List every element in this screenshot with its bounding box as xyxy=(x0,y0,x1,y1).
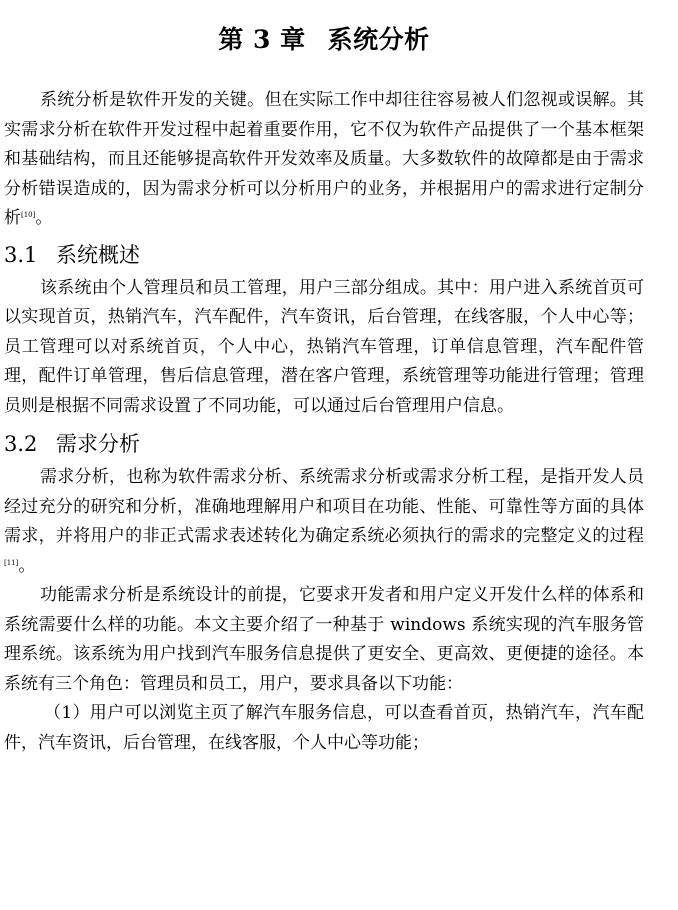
requirements-citation: [11] xyxy=(4,558,19,567)
chapter-number: 第 3 章 xyxy=(218,25,306,54)
requirements-text-1: 需求分析，也称为软件需求分析、系统需求分析或需求分析工程，是指开发人员经过充分的研究和分析，准确地理解用户和项目在功能、性能、可靠性等方面的具体需求，并将用户的非正式需求表述转化为确定系统必须执行的需求的完整定义的过程 xyxy=(4,467,644,546)
document-page xyxy=(4,0,644,758)
requirements-list-item-1 xyxy=(4,699,644,758)
requirements-end-1: 。 xyxy=(18,555,36,576)
chapter-name: 系统分析 xyxy=(327,25,430,54)
requirements-paragraph-2 xyxy=(4,581,644,699)
intro-end: 。 xyxy=(35,208,53,228)
list-item-text: （1）用户可以浏览主页了解汽车服务信息，可以查看首页，热销汽车，汽车配件，汽车资讯，后台管理，在线客服，个人中心等功能； xyxy=(4,703,644,753)
section-title: 系统概述 xyxy=(56,242,140,267)
section-number: 3.2 xyxy=(4,432,38,456)
chapter-title xyxy=(4,22,644,58)
section-heading-3-2 xyxy=(4,429,644,459)
intro-paragraph xyxy=(4,86,644,234)
section-title: 需求分析 xyxy=(56,432,140,456)
overview-paragraph xyxy=(4,274,644,422)
requirements-text-2: 功能需求分析是系统设计的前提，它要求开发者和用户定义开发什么样的体系和系统需要什么样的功能。本文主要介绍了一种基于 windows 系统实现的汽车服务管理系统。该系统为用户找到汽车服务信息提供了更安全、更高效、更便捷的途径。本系统有三个角色：管理员和员工，用户，要求具备以下功能： xyxy=(4,585,644,694)
requirements-paragraph-1 xyxy=(4,463,644,581)
intro-text: 系统分析是软件开发的关键。但在实际工作中却往往容易被人们忽视或误解。其实需求分析在软件开发过程中起着重要作用，它不仅为软件产品提供了一个基本框架和基础结构，而且还能够提高软件开发效率及质量。大多数软件的故障都是由于需求分析错误造成的，因为需求分析可以分析用户的业务，并根据用户的需求进行定制分析 xyxy=(4,90,644,228)
section-number: 3.1 xyxy=(4,242,38,267)
intro-citation: [10] xyxy=(21,211,36,219)
overview-text: 该系统由个人管理员和员工管理，用户三部分组成。其中：用户进入系统首页可以实现首页，热销汽车，汽车配件，汽车资讯，后台管理，在线客服，个人中心等；员工管理可以对系统首页，个人中心，热销汽车管理，订单信息管理，汽车配件管理，配件订单管理，售后信息管理，潜在客户管理，系统管理等功能进行管理；管理员则是根据不同需求设置了不同功能，可以通过后台管理用户信息。 xyxy=(4,277,644,416)
section-heading-3-1 xyxy=(4,240,644,270)
